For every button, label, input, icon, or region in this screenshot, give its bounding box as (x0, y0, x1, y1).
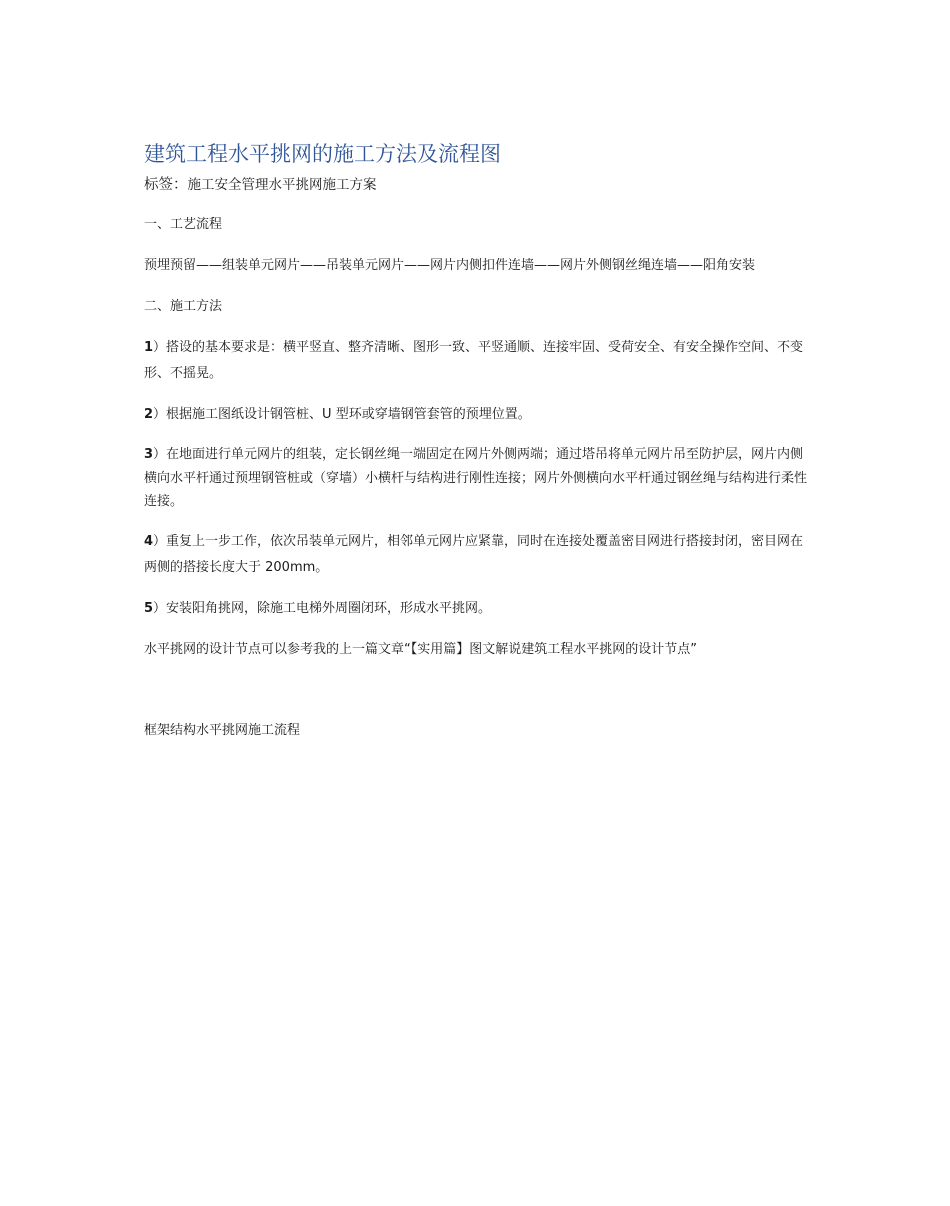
tags-label: 标签： (144, 177, 188, 193)
step-text: ）在地面进行单元网片的组装，定长钢丝绳一端固定在网片外侧两端；通过塔吊将单元网片吊至防护层，网片内侧横向水平杆通过预埋钢管桩或（穿墙）小横杆与结构进行刚性连接；网片外侧横向水平杆通过钢丝绳与结构进行柔性连接。 (144, 447, 808, 509)
method-step-3 (144, 443, 814, 514)
step-text: ）重复上一步工作，依次吊装单元网片，相邻单元网片应紧靠，同时在连接处覆盖密目网进行搭接封闭，密目网在两侧的搭接长度大于 200mm。 (144, 533, 804, 575)
method-step-5 (144, 596, 814, 622)
step-text: ）安装阳角挑网，除施工电梯外周圈闭环，形成水平挑网。 (153, 600, 492, 616)
document-body (144, 138, 814, 742)
step-number: 1 (144, 340, 154, 355)
step-number: 3 (144, 447, 154, 462)
method-step-1 (144, 335, 814, 387)
step-number: 5 (144, 600, 154, 616)
method-step-4 (144, 529, 814, 581)
section-heading-process: 一、工艺流程 (144, 217, 223, 232)
method-step-2 (144, 402, 814, 428)
process-flow-text: 预埋预留——组装单元网片——吊装单元网片——网片内侧扣件连墙——网片外侧钢丝绳连墙——阳角安装 (144, 258, 756, 273)
step-number: 4 (144, 533, 154, 549)
figure-caption: 框架结构水平挑网施工流程 (144, 722, 301, 738)
tags-line (144, 174, 814, 196)
tags-value: 施工安全管理水平挑网施工方案 (187, 177, 377, 193)
blank-space (144, 678, 814, 720)
step-text: ）搭设的基本要求是：横平竖直、整齐清晰、图形一致、平竖通顺、连接牢固、受荷安全、有安全操作空间、不变形、不摇晃。 (144, 340, 804, 381)
step-number: 2 (144, 407, 154, 422)
step-text: ）根据施工图纸设计钢管桩、U 型环或穿墙钢管套管的预埋位置。 (153, 407, 531, 422)
document-title: 建筑工程水平挑网的施工方法及流程图 (144, 142, 501, 166)
reference-paragraph: 水平挑网的设计节点可以参考我的上一篇文章“【实用篇】图文解说建筑工程水平挑网的设计节点” (144, 641, 697, 657)
section-heading-method: 二、施工方法 (144, 299, 223, 314)
